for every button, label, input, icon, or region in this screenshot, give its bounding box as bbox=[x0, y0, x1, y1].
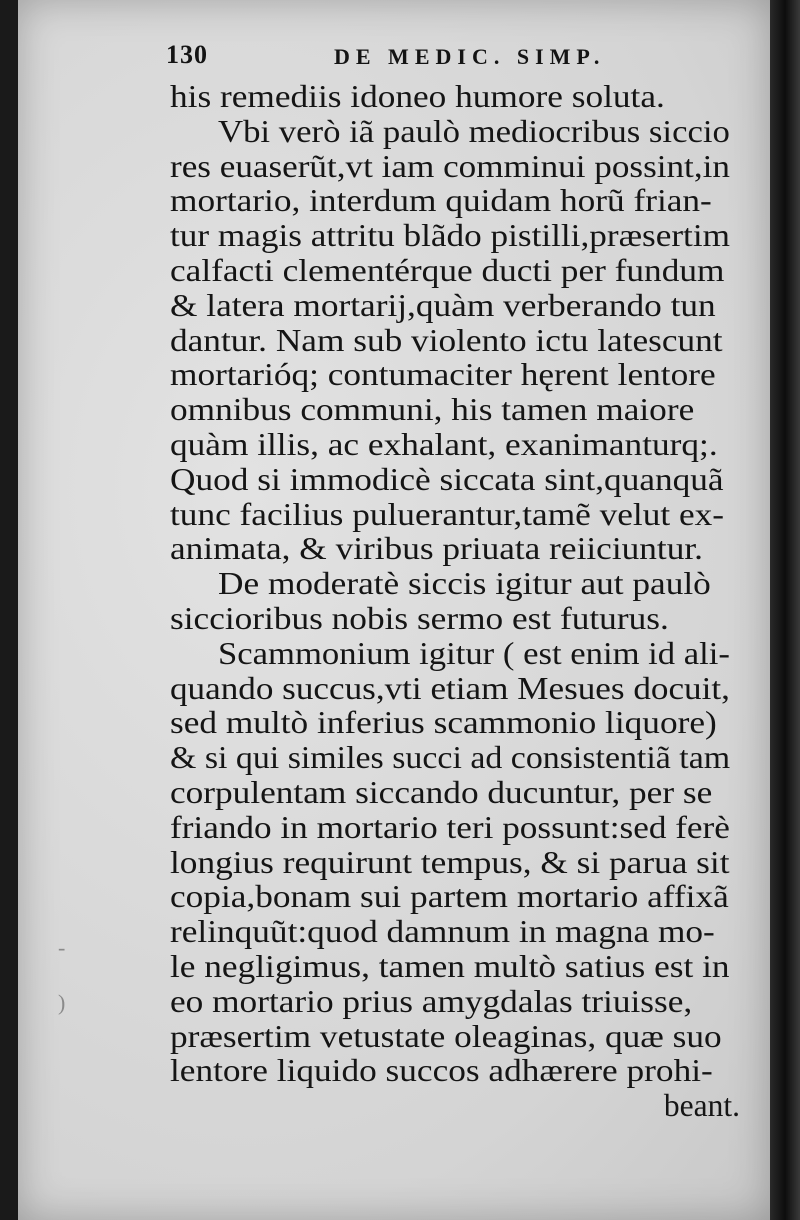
text-line: friando in mortario teri possunt:sed ferè bbox=[170, 809, 730, 845]
text-line: dantur. Nam sub violento ictu latescunt bbox=[170, 322, 723, 358]
text-line: tur magis attritu blãdo pistilli,præsertim bbox=[170, 218, 730, 254]
text-line: De moderatè siccis igitur aut paulò bbox=[218, 566, 711, 602]
margin-dash-mark: - bbox=[58, 935, 66, 960]
text-line: Vbi verò iã paulò mediocribus siccio bbox=[218, 113, 730, 149]
text-line-catchword: beant. bbox=[663, 1088, 740, 1124]
page-header bbox=[166, 40, 676, 80]
text-line: siccioribus nobis sermo est futurus. bbox=[170, 600, 669, 636]
text-line: præsertim vetustate oleaginas, quæ suo bbox=[170, 1018, 722, 1054]
text-line: Quod si immodicè siccata sint,quanquã bbox=[170, 461, 724, 497]
text-line: res euaserũt,vt iam comminui possint,in bbox=[170, 148, 730, 184]
text-line: le negligimus, tamen multò satius est in bbox=[170, 948, 730, 984]
text-line: & si qui similes succi ad consistentiã tam bbox=[170, 740, 731, 776]
text-line: quàm illis, ac exhalant, exanimanturq;. bbox=[170, 426, 718, 462]
text-line: calfacti clementérque ducti per fundum bbox=[170, 252, 725, 288]
text-line: longius requirunt tempus, & si parua sit bbox=[170, 844, 730, 880]
margin-bracket-mark: ) bbox=[58, 990, 66, 1015]
text-line: omnibus communi, his tamen maiore bbox=[170, 392, 695, 428]
text-line: mortarióq; contumaciter hęrent lentore bbox=[170, 357, 716, 393]
text-line: tunc facilius puluerantur,tamẽ velut ex- bbox=[170, 496, 725, 532]
running-head: DE MEDIC. SIMP. bbox=[334, 44, 606, 69]
text-line: quando succus,vti etiam Mesues docuit, bbox=[170, 670, 730, 706]
text-line: animata, & viribus priuata reiiciuntur. bbox=[170, 531, 703, 567]
text-line: Scammonium igitur ( est enim id ali- bbox=[218, 635, 730, 671]
body-text bbox=[170, 80, 760, 1124]
text-line: & latera mortarij,quàm verberando tun bbox=[170, 287, 716, 323]
text-line: sed multò inferius scammonio liquore) bbox=[170, 705, 717, 741]
book-page bbox=[18, 0, 770, 1220]
text-line: eo mortario prius amygdalas triuisse, bbox=[170, 983, 693, 1019]
text-line: lentore liquido succos adhærere prohi- bbox=[170, 1053, 713, 1089]
page-number: 130 bbox=[166, 40, 208, 69]
text-line: his remediis idoneo humore soluta. bbox=[170, 79, 665, 114]
text-line: corpulentam siccando ducuntur, per se bbox=[170, 774, 713, 810]
scan-edge-shadow bbox=[770, 0, 800, 1220]
text-line: copia,bonam sui partem mortario affixã bbox=[170, 879, 729, 915]
text-line: mortario, interdum quidam horũ frian- bbox=[170, 183, 712, 219]
text-line: relinquũt:quod damnum in magna mo- bbox=[170, 914, 715, 950]
